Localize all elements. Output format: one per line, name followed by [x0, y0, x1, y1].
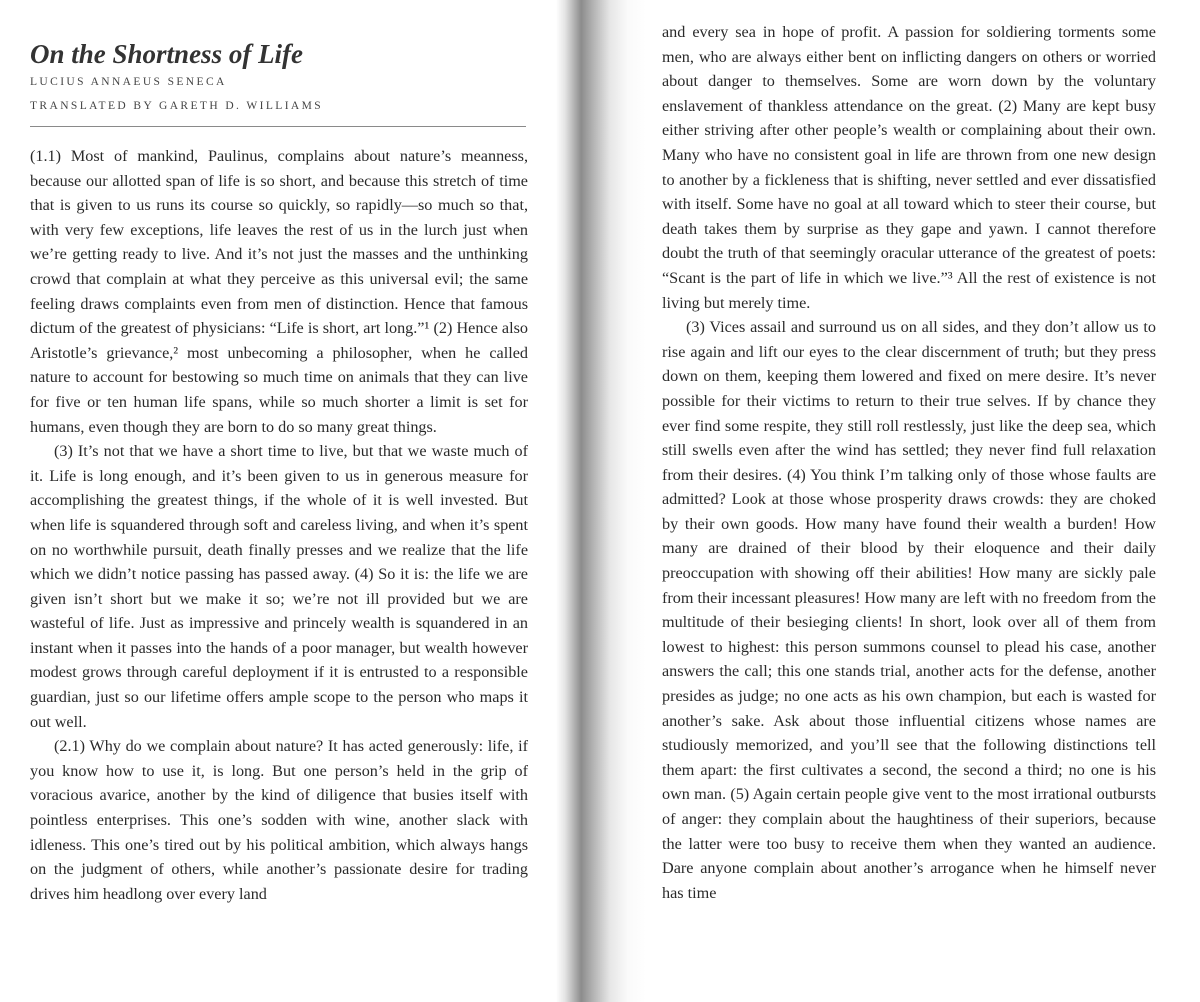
paragraph: (3) It’s not that we have a short time to live, but that we waste much of it. Life is long enough, and it’s been given to us in generous measure for accomplishing the greatest things, if the whole of it is well invested. But when life is squandered through soft and careless living, and when it’s spent on no worthwhile pursuit, death finally presses and we realize that the life which we didn’t notice passing has passed away. (4) So it is: the life we are given isn’t short but we make it so; we’re not ill provided but we are wasteful of life. Just as impressive and princely wealth is squandered in an instant when it passes into the hands of a poor manager, but wealth however modest grows through careful deployment if it is entrusted to a responsible guardian, just so our lifetime offers ample scope to the person who maps it out well.: [30, 442, 528, 731]
paragraph: (2.1) Why do we complain about nature? It has acted generously: life, if you know how to use it, is long. But one person’s held in the grip of voracious avarice, another by the kind of diligence that busies itself with pointless enterprises. This one’s sodden with wine, another slack with idleness. This one’s tired out by his political ambition, which always hangs on the judgment of others, while another’s passionate desire for trading drives him headlong over every land: [30, 737, 528, 903]
right-page: [566, 0, 1200, 1002]
paragraph: (1.1) Most of mankind, Paulinus, complains about nature’s meanness, because our allotted span of life is so short, and because this stretch of time that is given to us runs its course so quickly, so rapidly—so much so that, with very few exceptions, life leaves the rest of us in the lurch just when we’re getting ready to live. And it’s not just the masses and the unthinking crowd that complain at what they perceive as this universal evil; the same feeling draws complaints even from men of distinction. Hence that famous dictum of the greatest of physicians: “Life is short, art long.”¹ (2) Hence also Aristotle’s grievance,² most unbecoming a philosopher, when he called nature to account for bestowing so much time on animals that they can live for five or ten human life spans, while so much shorter a limit is set for humans, even though they are born to do so many great things.: [30, 147, 528, 436]
paragraph: (3) Vices assail and surround us on all sides, and they don’t allow us to rise again and lift our eyes to the clear discernment of truth; but they press down on them, keeping them lowered and fixed on mere desire. It’s never possible for their victims to return to their true selves. If by chance they ever find some respite, they still roll restlessly, just like the deep sea, which still swells even after the wind has settled; they never find full relaxation from their desires. (4) You think I’m talking only of those whose faults are admitted? Look at those whose prosperity draws crowds: they are choked by their own goods. How many have found their wealth a burden! How many are drained of their blood by their eloquence and their daily preoccupation with showing off their abilities! How many are sickly pale from their incessant pleasures! How many are left with no freedom from the multitude of their besieging clients! In short, look over all of them from lowest to highest: this person summons counsel to plead his case, another answers the call; this one stands trial, another acts for the defense, another presides as judge; no one acts as his own champion, but each is wasted for another’s sake. Ask about those influential citizens whose names are studiously memorized, and you’ll see that the following distinctions tell them apart: the first cultivates a second, the second a third; no one is his own man. (5) Again certain people give vent to the most irrational outbursts of anger: they complain about the haughtiness of their superiors, because the latter were too busy to receive them when they wanted an audience. Dare anyone complain about another’s arrogance when he himself never has time: [662, 318, 1156, 902]
left-page: [0, 0, 566, 1002]
right-text-column: [662, 20, 1156, 905]
chapter-heading: [30, 38, 526, 118]
translator-line: TRANSLATED BY GARETH D. WILLIAMS: [30, 100, 324, 112]
book-gutter-shadow: [556, 0, 646, 1002]
author-line: LUCIUS ANNAEUS SENECA: [30, 76, 227, 88]
heading-rule: [30, 126, 526, 127]
left-text-column: [30, 144, 528, 906]
chapter-title: On the Shortness of Life: [30, 39, 304, 69]
paragraph: and every sea in hope of profit. A passion for soldiering torments some men, who are always either bent on inflicting dangers on others or worried about danger to themselves. Some are worn down by the voluntary enslavement of thankless attendance on the great. (2) Many are kept busy either striving after other people’s wealth or complaining about their own. Many who have no consistent goal in life are thrown from one new design to another by a fickleness that is shifting, never settled and ever dissatisfied with itself. Some have no goal at all toward which to steer their course, but death takes them by surprise as they gape and yawn. I cannot therefore doubt the truth of that seemingly oracular utterance of the greatest of poets: “Scant is the part of life in which we live.”³ All the rest of existence is not living but merely time.: [662, 23, 1156, 312]
